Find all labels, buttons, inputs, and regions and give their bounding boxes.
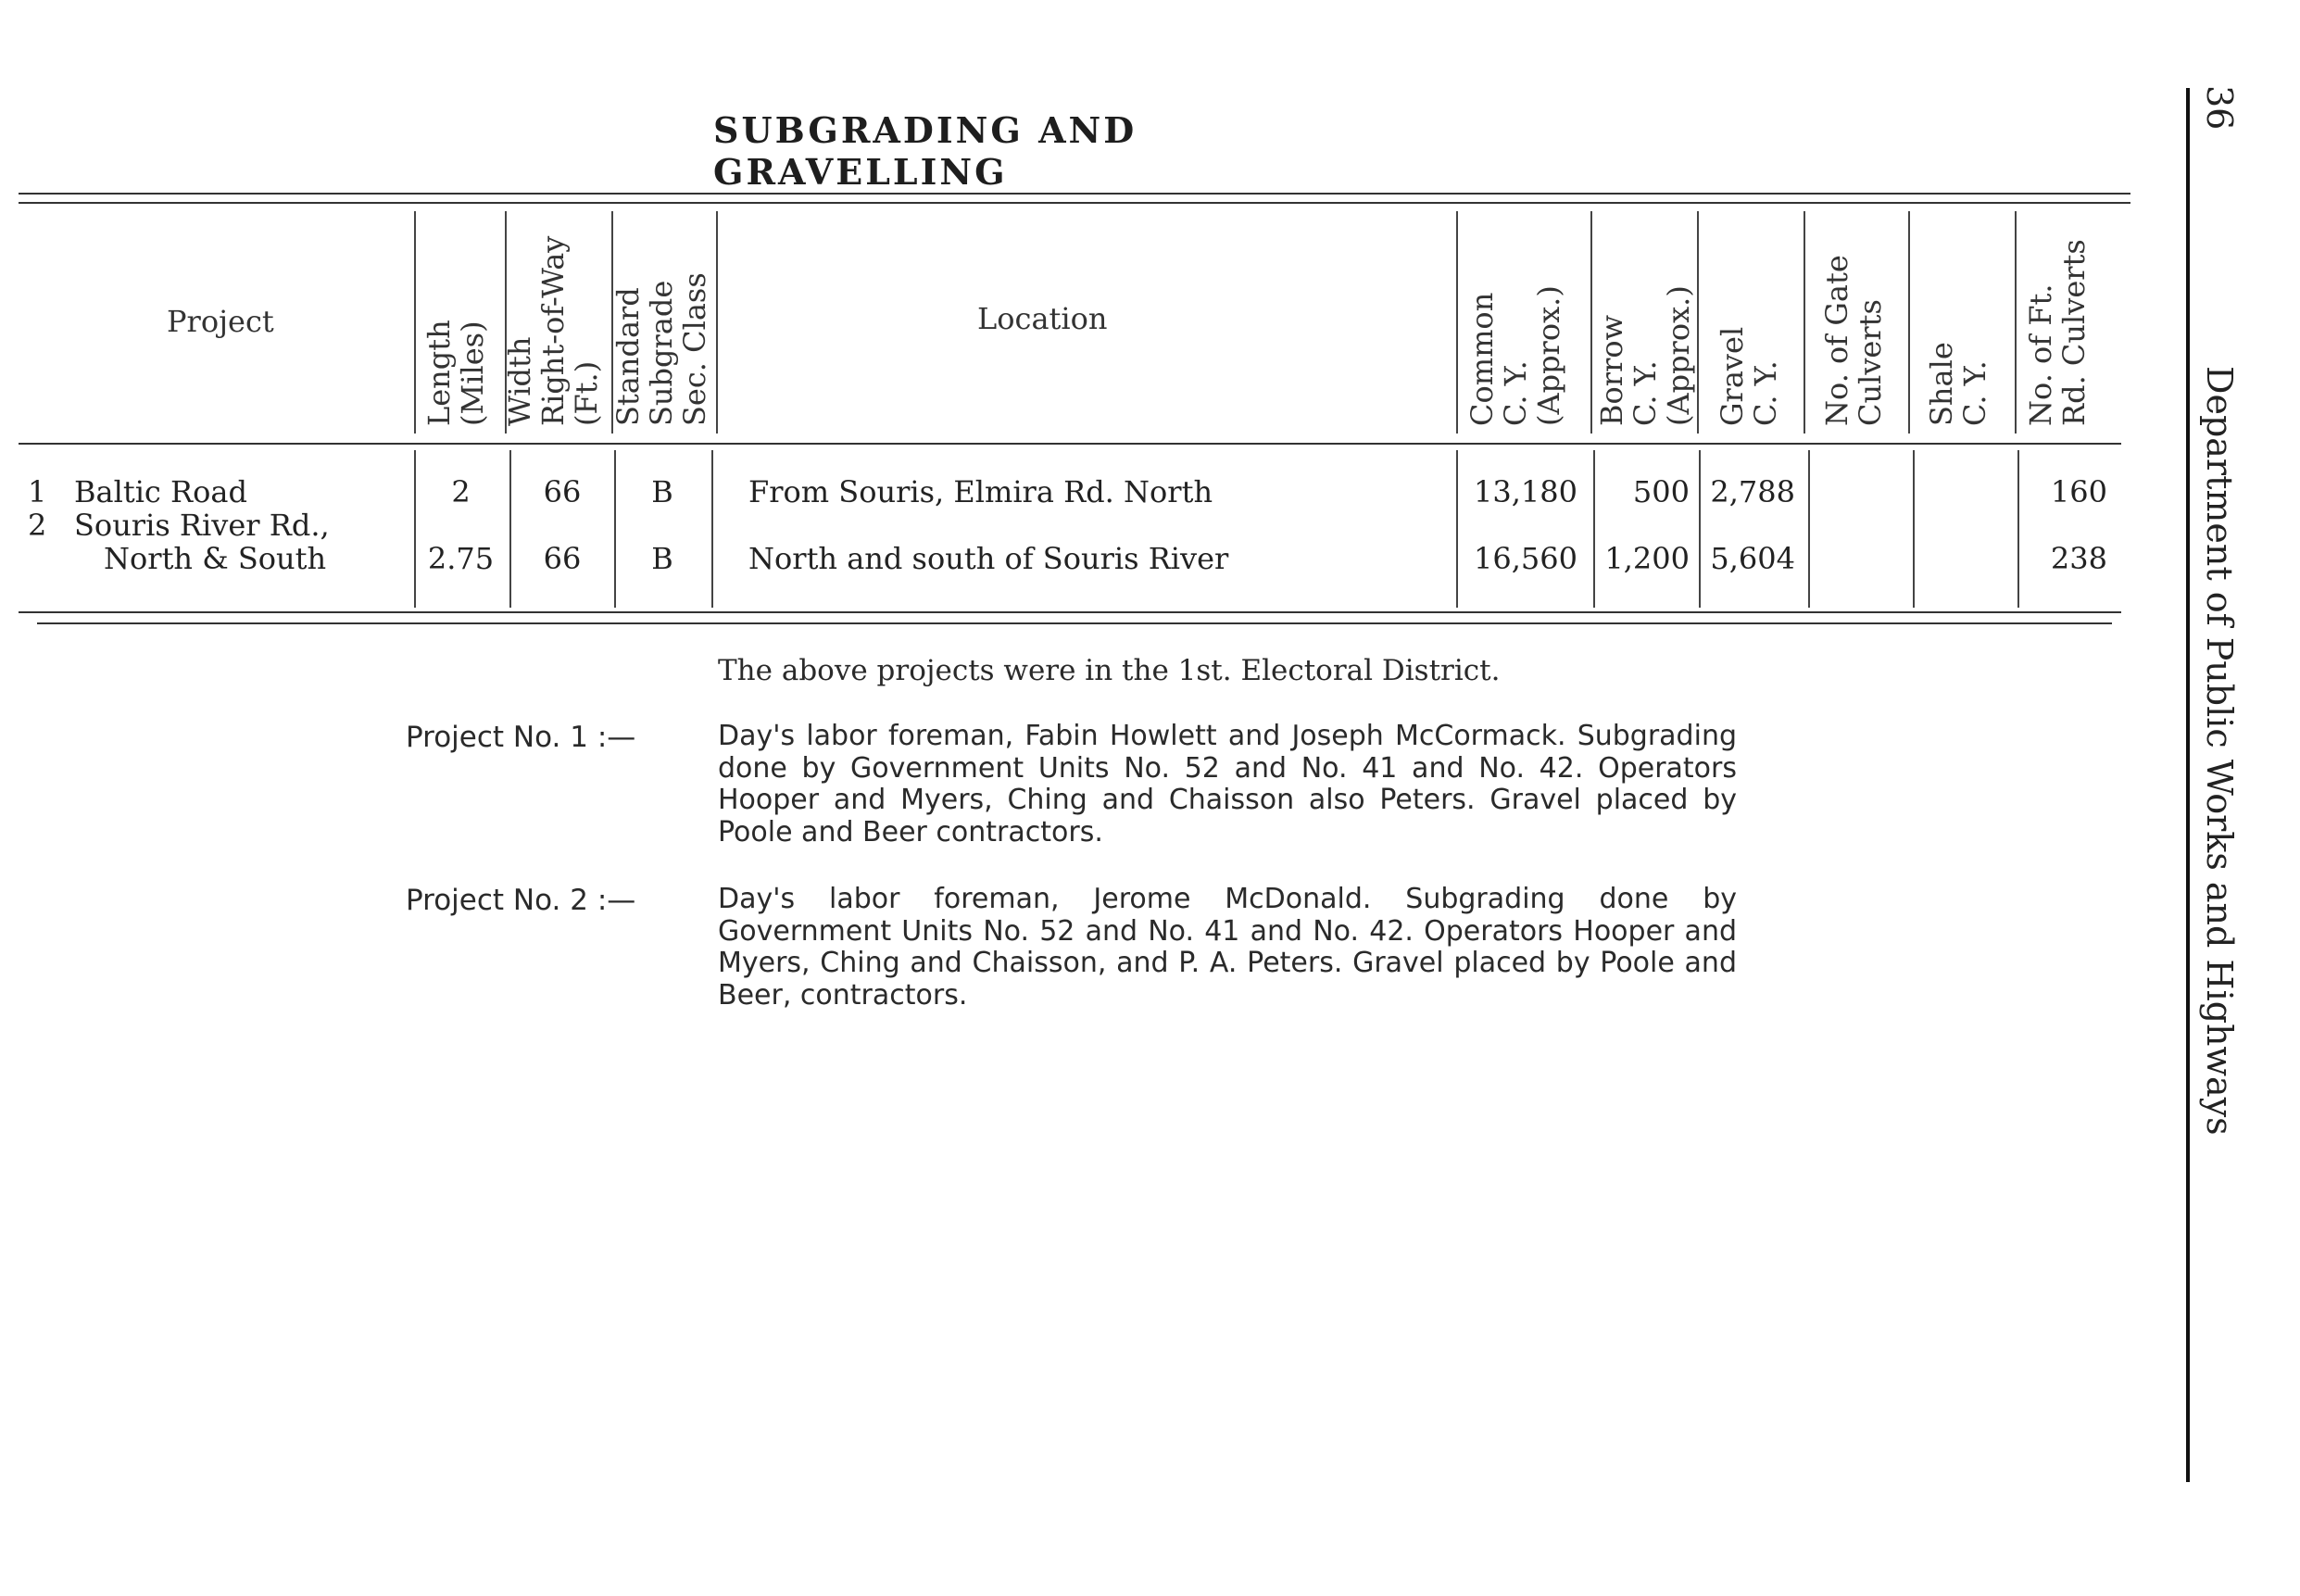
- project-1-note-text: Day's labor foreman, Fabin Howlett and Joseph McCormack. Subgrading done by Government Units No. 52 and No. 41 and No. 42. Operators Hooper and Myers, Ching and Chaisson also Peters. Gravel placed by Poole and Beer contractors.: [718, 720, 1737, 848]
- header-gravel: Gravel C. Y.: [1715, 326, 1783, 426]
- header-location: Location: [977, 301, 1108, 336]
- col-sep: [1590, 211, 1592, 434]
- header-common: Common C. Y. (Approx.): [1464, 285, 1566, 426]
- project-2-note-text: Day's labor foreman, Jerome McDonald. Subgrading done by Government Units No. 52 and No. 41 and No. 42. Operators Hooper and Myers, Ching and Chaisson, and P. A. Peters. Gravel placed by Poole and Beer, contractors.: [718, 883, 1737, 1012]
- row-2-project: Souris River Rd.,: [74, 508, 330, 543]
- row-1-class: B: [651, 474, 673, 509]
- header-length: Length (Miles): [421, 320, 490, 426]
- header-standard: Standard Subgrade Sec. Class: [610, 272, 712, 426]
- table-top-rule: [19, 193, 2130, 195]
- col-sep: [1808, 450, 1810, 608]
- col-sep: [1697, 211, 1699, 434]
- row-2-location: North and south of Souris River: [748, 541, 1229, 576]
- row-2-gravel: 5,604: [1710, 541, 1795, 576]
- project-1-note-label: Project No. 1 :—: [406, 721, 636, 754]
- col-sep: [2015, 211, 2017, 434]
- row-2-length: 2.75: [427, 541, 495, 576]
- row-1-common: 13,180: [1474, 474, 1577, 509]
- header-width: Width Right-of-Way (Ft.): [502, 235, 604, 426]
- col-sep: [711, 450, 713, 608]
- col-sep: [414, 450, 416, 608]
- row-1-project: Baltic Road: [74, 474, 247, 509]
- row-2-borrow: 1,200: [1604, 541, 1690, 576]
- row-1-gravel: 2,788: [1710, 474, 1795, 509]
- row-2-num: 2: [28, 508, 47, 543]
- table-bottom-rule: [19, 611, 2121, 613]
- header-culverts: No. of Ft. Rd. Culverts: [2023, 239, 2092, 426]
- row-1-length: 2: [451, 474, 471, 509]
- margin-rule: [2186, 88, 2190, 1482]
- col-sep: [1913, 450, 1915, 608]
- page-number: 36: [2199, 85, 2240, 131]
- header-gate: No. of Gate Culverts: [1819, 255, 1888, 426]
- col-sep: [716, 211, 718, 434]
- running-header: Department of Public Works and Highways: [2199, 366, 2240, 1136]
- col-sep: [1908, 211, 1910, 434]
- row-2-culverts: 238: [2050, 541, 2107, 576]
- row-1-num: 1: [28, 474, 47, 509]
- col-sep: [414, 211, 416, 434]
- page-title: SUBGRADING AND GRAVELLING: [713, 109, 1137, 193]
- header-project: Project: [167, 304, 274, 339]
- table-bottom-rule-2: [37, 622, 2112, 624]
- row-1-borrow: 500: [1632, 474, 1690, 509]
- row-1-width: 66: [543, 474, 582, 509]
- header-borrow: Borrow C. Y. (Approx.): [1594, 285, 1696, 426]
- row-2-class: B: [651, 541, 673, 576]
- col-sep: [1456, 211, 1458, 434]
- row-1-location: From Souris, Elmira Rd. North: [748, 474, 1213, 509]
- row-2-project-cont: North & South: [104, 541, 327, 576]
- row-1-culverts: 160: [2050, 474, 2107, 509]
- row-2-width: 66: [543, 541, 582, 576]
- header-bottom-rule: [19, 443, 2121, 445]
- col-sep: [1456, 450, 1458, 608]
- project-2-note-label: Project No. 2 :—: [406, 884, 636, 917]
- header-shale: Shale C. Y.: [1924, 342, 1992, 426]
- table-top-rule-2: [19, 202, 2130, 204]
- row-2-common: 16,560: [1474, 541, 1577, 576]
- col-sep: [1804, 211, 1805, 434]
- district-note: The above projects were in the 1st. Electoral District.: [718, 654, 1501, 687]
